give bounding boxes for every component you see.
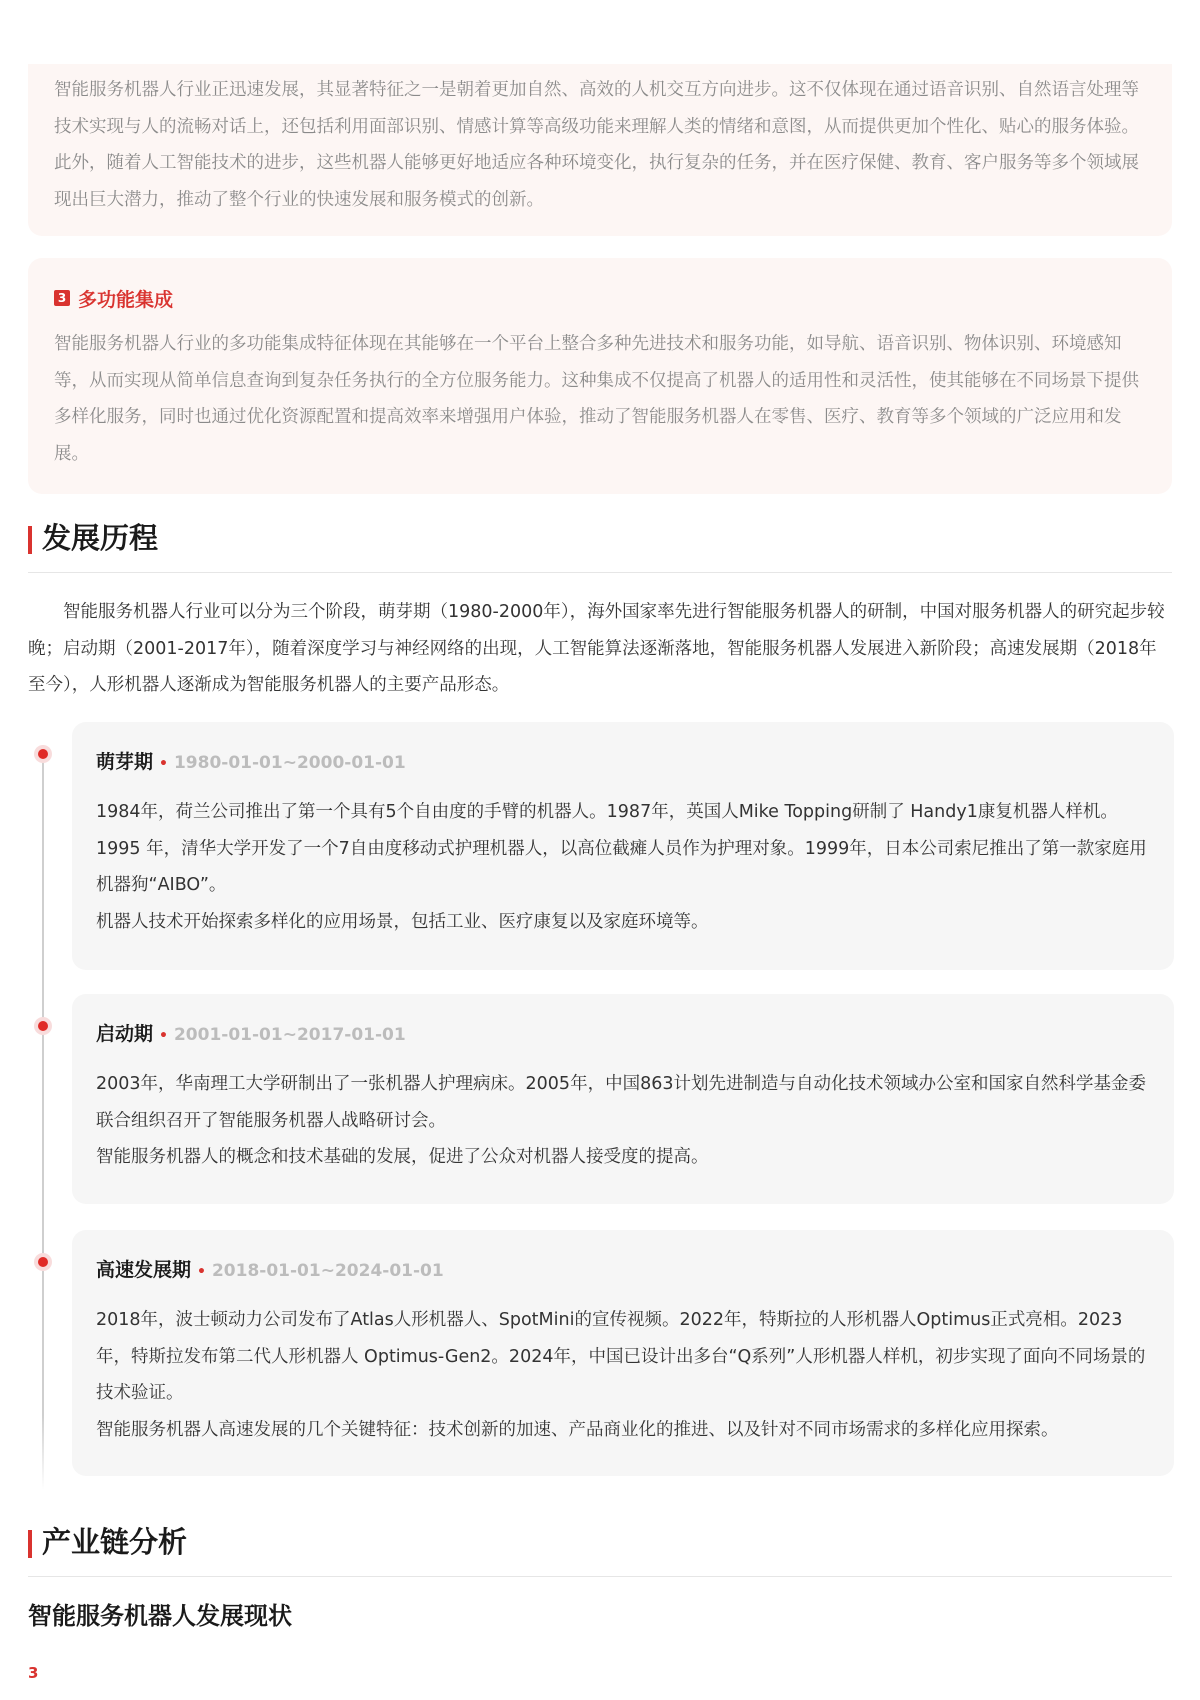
stage-header — [96, 1252, 1150, 1288]
stage-name: 萌芽期 — [96, 751, 154, 773]
stage-header — [96, 744, 1150, 780]
stage-events: 2018年，波士顿动力公司发布了Atlas人形机器人、SpotMini的宣传视频。2022年，特斯拉的人形机器人Optimus正式亮相。2023年，特斯拉发布第二代人形机器人 Optimus-Gen2。2024年，中国已设计出多台“Q系列”人形机器人样机，初步实现了面向不同场景的技术验证。 — [96, 1310, 1146, 1403]
stage-events: 1984年，荷兰公司推出了第一个具有5个自由度的手臂的机器人。1987年，英国人Mike Topping研制了 Handy1康复机器人样机。1995 年，清华大学开发了一个7自由度移动式护理机器人，以高位截瘫人员作为护理对象。1999年，日本公司索尼推出了第一款家庭用机器狗“AIBO”。 — [96, 802, 1147, 895]
timeline-dot — [34, 1017, 52, 1035]
feature-header — [54, 280, 1146, 316]
subsection-title: 智能服务机器人发展现状 — [28, 1602, 292, 1630]
stage-date-range: 2001-01-01~2017-01-01 — [173, 1025, 406, 1045]
history-intro: 智能服务机器人行业可以分为三个阶段，萌芽期（1980-2000年），海外国家率先进行智能服务机器人的研制，中国对服务机器人的研究起步较晚；启动期（2001-2017年），随着深度学习与神经网络的出现，人工智能算法逐渐落地，智能服务机器人发展进入新阶段；高速发展期（2018年至今），人形机器人逐渐成为智能服务机器人的主要产品形态。 — [28, 602, 1165, 695]
feature-box-multifunction — [28, 258, 1172, 494]
section-header-history — [28, 518, 1172, 573]
stage-separator: • — [197, 1264, 206, 1280]
feature-text: 智能服务机器人行业的多功能集成特征体现在其能够在一个平台上整合多种先进技术和服务功能，如导航、语音识别、物体识别、环境感知等，从而实现从简单信息查询到复杂任务执行的全方位服务能力。这种集成不仅提高了机器人的适用性和灵活性，使其能够在不同场景下提供多样化服务，同时也通过优化资源配置和提高效率来增强用户体验，推动了智能服务机器人在零售、医疗、教育等多个领域的广泛应用和发展。 — [54, 334, 1139, 464]
section-accent-bar — [28, 1530, 32, 1558]
page-number: 3 — [28, 1664, 39, 1682]
timeline-dot — [34, 745, 52, 763]
stage-name: 启动期 — [96, 1023, 154, 1045]
stage-events: 2003年，华南理工大学研制出了一张机器人护理病床。2005年，中国863计划先进制造与自动化技术领域办公室和国家自然科学基金委联合组织召开了智能服务机器人战略研讨会。 — [96, 1074, 1146, 1131]
stage-date-range: 2018-01-01~2024-01-01 — [211, 1261, 444, 1281]
stage-separator: • — [159, 1028, 168, 1044]
number-badge: 3 — [54, 290, 70, 306]
section-title: 产业链分析 — [42, 1525, 188, 1559]
stage-header — [96, 1016, 1150, 1052]
section-header-industry-chain — [28, 1522, 1172, 1577]
feature-box-human-interaction — [28, 64, 1172, 236]
stage-summary: 机器人技术开始探索多样化的应用场景，包括工业、医疗康复以及家庭环境等。 — [96, 911, 709, 932]
section-accent-bar — [28, 526, 32, 554]
stage-summary: 智能服务机器人的概念和技术基础的发展，促进了公众对机器人接受度的提高。 — [96, 1147, 709, 1167]
stage-card-rapid-growth — [72, 1230, 1174, 1476]
stage-date-range: 1980-01-01~2000-01-01 — [173, 753, 406, 773]
timeline-dot — [34, 1253, 52, 1271]
section-title: 发展历程 — [42, 521, 159, 555]
feature-title: 多功能集成 — [78, 288, 174, 311]
stage-card-budding — [72, 722, 1174, 970]
stage-separator: • — [159, 756, 168, 772]
stage-summary: 智能服务机器人高速发展的几个关键特征：技术创新的加速、产品商业化的推进、以及针对不同市场需求的多样化应用探索。 — [96, 1419, 1059, 1440]
timeline-line — [42, 745, 44, 1490]
stage-name: 高速发展期 — [96, 1259, 192, 1281]
feature-text: 智能服务机器人行业正迅速发展，其显著特征之一是朝着更加自然、高效的人机交互方向进步。这不仅体现在通过语音识别、自然语言处理等技术实现与人的流畅对话上，还包括利用面部识别、情感计算等高级功能来理解人类的情绪和意图，从而提供更加个性化、贴心的服务体验。此外，随着人工智能技术的进步，这些机器人能够更好地适应各种环境变化，执行复杂的任务，并在医疗保健、教育、客户服务等多个领域展现出巨大潜力，推动了整个行业的快速发展和服务模式的创新。 — [54, 80, 1139, 210]
stage-card-startup — [72, 994, 1174, 1204]
